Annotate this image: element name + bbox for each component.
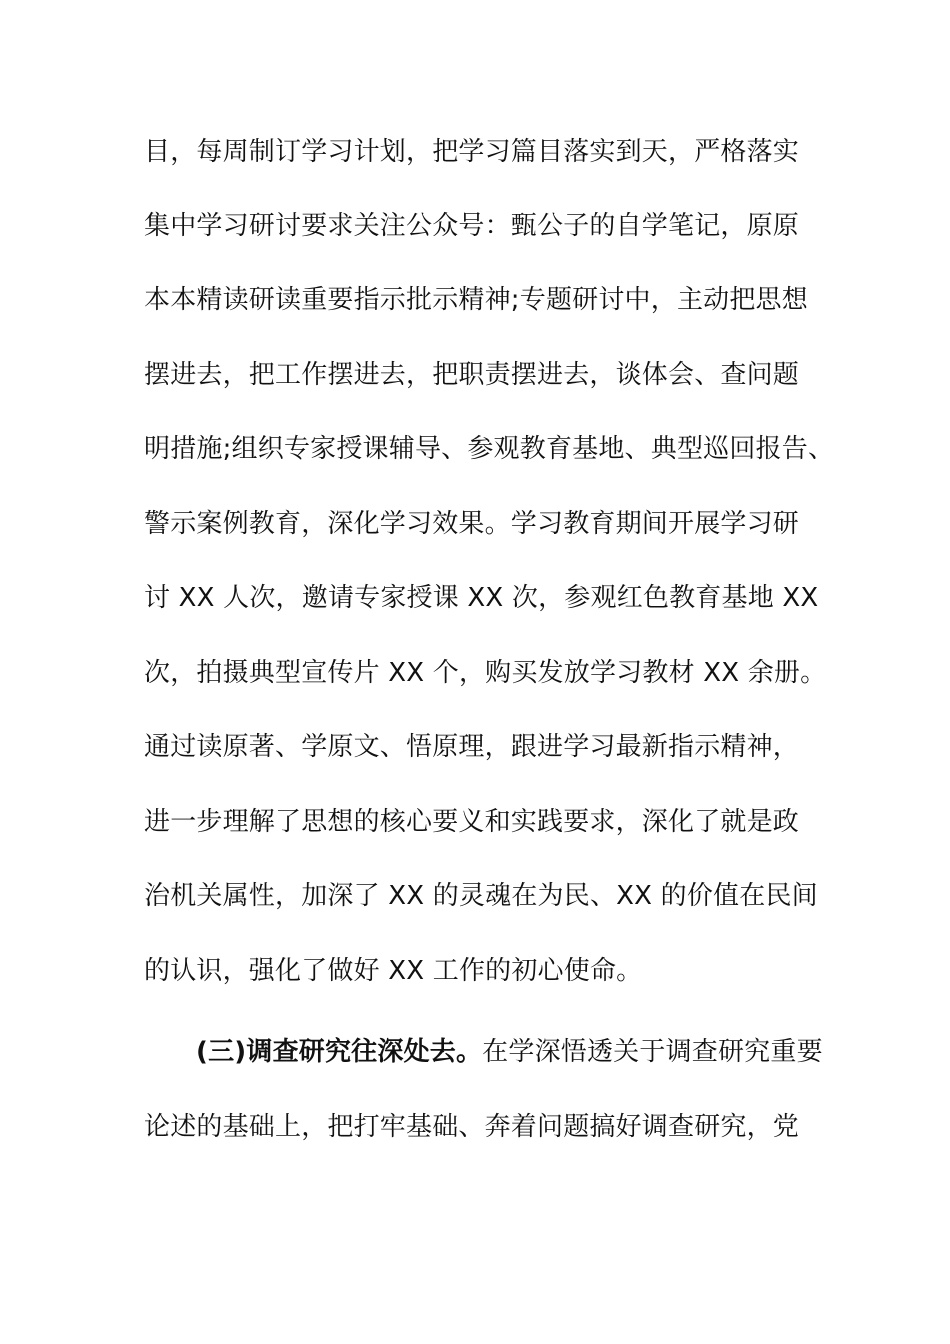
paragraph-line: 治机关属性，加深了 XX 的灵魂在为民、XX 的价值在民间	[144, 881, 818, 911]
paragraph-line: 次，拍摄典型宣传片 XX 个，购买发放学习教材 XX 余册。	[144, 658, 827, 688]
paragraph-line: 摆进去，把工作摆进去，把职责摆进去，谈体会、查问题	[144, 360, 800, 390]
paragraph-line: 论述的基础上，把打牢基础、奔着问题搞好调查研究，党	[144, 1112, 800, 1142]
paragraph-line: 讨 XX 人次，邀请专家授课 XX 次，参观红色教育基地 XX	[144, 583, 819, 613]
section-text: 在学深悟透关于调查研究重要	[482, 1037, 823, 1067]
paragraph-line: 本本精读研读重要指示批示精神;专题研讨中，主动把思想	[144, 285, 808, 315]
paragraph-line: 目，每周制订学习计划，把学习篇目落实到天，严格落实	[144, 137, 800, 167]
paragraph-line: 的认识，强化了做好 XX 工作的初心使命。	[144, 956, 643, 986]
paragraph-line: 警示案例教育，深化学习效果。学习教育期间开展学习研	[144, 509, 800, 539]
section-heading: (三)调查研究往深处去。	[196, 1037, 483, 1067]
paragraph-line: 通过读原著、学原文、悟原理，跟进学习最新指示精神，	[144, 732, 800, 762]
paragraph-line: 明措施;组织专家授课辅导、参观教育基地、典型巡回报告、	[144, 434, 835, 464]
paragraph-line: 进一步理解了思想的核心要义和实践要求，深化了就是政	[144, 807, 800, 837]
paragraph-line: 集中学习研讨要求关注公众号：甄公子的自学笔记，原原	[144, 211, 800, 241]
section-first-line	[196, 1035, 823, 1069]
